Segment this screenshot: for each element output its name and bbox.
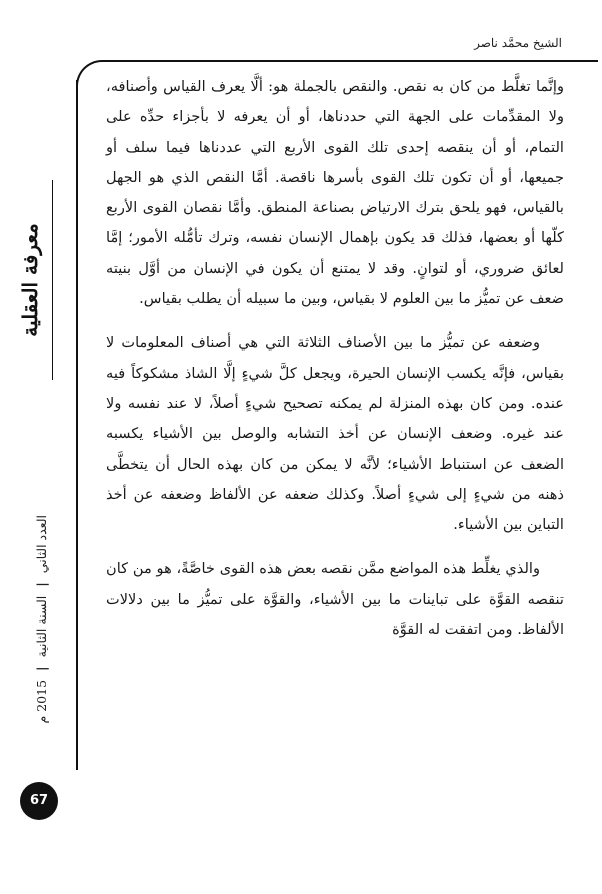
issue-info (34, 515, 54, 724)
journal-logo: معرفة العقلية (18, 180, 53, 380)
body-paragraph: وضعفه عن تميُّز ما بين الأصناف الثلاثة التي هي أصناف المعلومات لا بقياس، فإنَّه يكسب الإنسان الحيرة، ويجعل كلَّ شيءٍ إلَّا الشاذ مشكوكاً فيه عنده. ومن كان بهذه المنزلة لم يمكنه تصحيح شيءٍ أصلاً، لا عند نفسه ولا عند غيره. وضعف الإنسان عن أخذ التشابه والوصل بين الأشياء يكسبه الضعف عن استنباط الأشياء؛ لأنَّه لا يمكن من كان بهذه الحال أن يتخطَّى ذهنه من شيءٍ إلى شيءٍ أصلاً. وكذلك ضعفه عن الألفاظ وضعفه عن أخذ التباين بين الأشياء. (106, 334, 564, 534)
running-header-author: الشيخ محمَّد ناصر (474, 36, 562, 50)
body-paragraph: وإنَّما تغلَّط من كان به نقص. والنقص بالجملة هو: ألَّا يعرف القياس وأصنافه، ولا المقدِّمات على الجهة التي حددناها، أو أن يعرفه لا بأجزاء حدِّه على التمام، أو أن ينقصه إحدى تلك القوى الأربع التي عددناها فيما سلف أو جميعها، أو أن تكون تلك القوى بأسرها ناقصة. أمَّا النقص الذي هو الجهل بالقياس، فهو يلحق بترك الارتياض بصناعة المنطق. وأمَّا نقصان القوى الأربع كلّها أو بعضها، فذلك قد يكون بإهمال الإنسان نفسه، وترك تأمُّله الأمور؛ إمَّا لعائق ضروري، أو لتوانٍ. وقد لا يمتنع أن يكون في الإنسان من أوَّل بنيته ضعف عن تميُّز ما بين العلوم لا بقياس، وبين ما سبيله أن يطلب بقياس. (106, 78, 564, 308)
issue-date: 2015 م (34, 679, 49, 724)
page-frame-left (76, 80, 78, 770)
issue-year: السنة الثانية (34, 595, 49, 658)
issue-number: العدد الثاني (34, 515, 49, 574)
page-body (106, 72, 564, 645)
issue-separator: | (34, 582, 49, 587)
page-number-badge: 67 (20, 782, 58, 820)
issue-separator: | (34, 666, 49, 671)
body-paragraph: والذي يغلِّط هذه المواضع ممَّن نقصه بعض هذه القوى خاصَّةً، هو من كان تنقصه القوَّة على تباينات ما بين الأشياء، والقوَّة على تميُّز ما بين دلالات الألفاظ. ومن اتفقت له القوَّة (106, 560, 564, 639)
